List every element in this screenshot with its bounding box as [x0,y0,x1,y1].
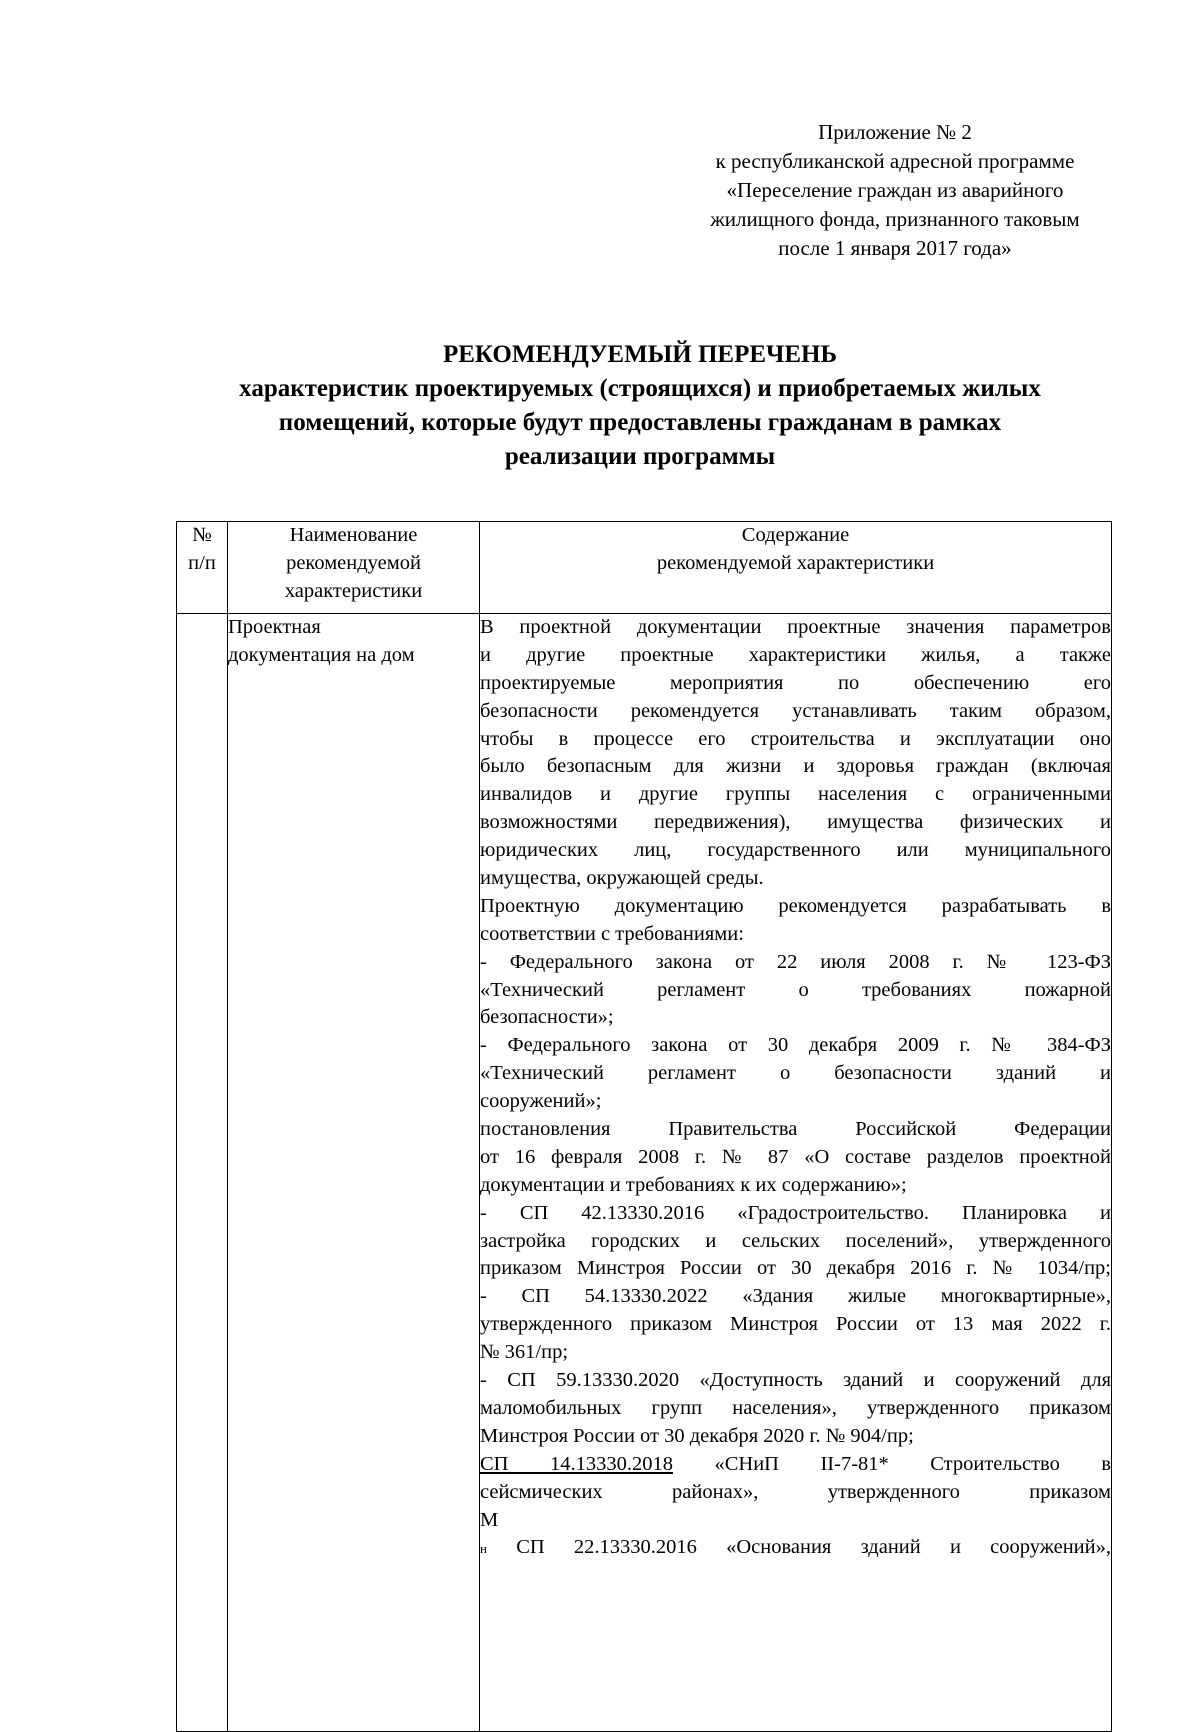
table-row [177,614,1112,1732]
appendix-line: после 1 января 2017 года» [778,236,1012,260]
content-line: и другие проектные характеристики жилья, а также [480,643,1111,666]
characteristics-table [176,521,1112,1732]
content-line: имущества, окружающей среды. [480,867,764,890]
row-name-cell [228,614,480,1732]
content-line: В проектной документации проектные значения параметров [480,616,1111,638]
content-line: сейсмических районах», утвержденного приказом [480,1480,1111,1503]
title-line: помещений, которые будут предоставлены гражданам в рамках [278,409,1002,436]
sp22-prefix: н [480,1541,487,1557]
header-num-line: № [192,524,212,546]
title-line: реализации программы [504,443,776,470]
table-header-row [177,522,1112,614]
title-line: характеристик проектируемых (строящихся) и приобретаемых жилых [239,375,1041,402]
content-line: было безопасным для жизни и здоровья граждан (включая [480,755,1111,778]
content-line: проектируемые мероприятия по обеспечению его [480,671,1111,694]
sp14-title: «СНиП II-7-81* Строительство в [714,1452,1111,1475]
content-line: безопасности»; [480,1006,614,1029]
row-name-line: документация на дом [228,643,415,666]
content-line: инвалидов и другие группы населения с ограниченными [480,783,1111,806]
row-content-cell [480,614,1112,1732]
content-line: - СП 42.13330.2016 «Градостроительство. Планировка и [480,1201,1111,1224]
header-num-line: п/п [188,551,216,574]
sp22-text: СП 22.13330.2016 «Основания зданий и сооружений», [516,1536,1111,1559]
appendix-note [675,118,1115,263]
title-heading: РЕКОМЕНДУЕМЫЙ ПЕРЕЧЕНЬ [442,341,838,368]
content-line: утвержденного приказом Минстроя России от 13 мая 2022 г. [480,1313,1111,1336]
content-line: сооружений»; [480,1090,602,1113]
appendix-line: жилищного фонда, признанного таковым [710,207,1080,231]
content-line: от 16 февраля 2008 г. № 87 «О составе разделов проектной [480,1145,1111,1168]
header-name-line: характеристики [284,579,423,602]
content-line: маломобильных групп населения», утвержденного приказом [480,1396,1111,1419]
header-num-cell [177,522,228,614]
content-line: чтобы в процессе его строительства и эксплуатации оно [480,727,1111,750]
appendix-line: к республиканской адресной программе [715,149,1075,173]
header-name-line: рекомендуемой [286,551,421,574]
content-line: Минстроя России от 30 декабря 2020 г. № 904/пр; [480,1424,914,1447]
content-line: безопасности рекомендуется устанавливать таким образом, [480,699,1111,722]
content-line: документации и требованиях к их содержанию»; [480,1173,907,1196]
content-line: - Федерального закона от 22 июля 2008 г. № 123-ФЗ [480,950,1111,973]
content-line: приказом Минстроя России от 30 декабря 2016 г. № 1034/пр; [480,1257,1111,1280]
content-line: застройка городских и сельских поселений», утвержденного [480,1229,1111,1252]
row-name-line: Проектная [228,616,321,638]
content-line-sp22 [480,1534,1111,1562]
header-content-line: рекомендуемой характеристики [656,551,935,574]
appendix-line: Приложение № 2 [818,120,972,144]
content-line: М [480,1508,499,1531]
content-line: Проектную документацию рекомендуется разрабатывать в [480,894,1111,917]
content-line: - Федерального закона от 30 декабря 2009 г. № 384-ФЗ [480,1034,1111,1057]
content-line: «Технический регламент о безопасности зданий и [480,1062,1111,1085]
content-line: - СП 54.13330.2022 «Здания жилые многоквартирные», [480,1285,1111,1308]
content-line: юридических лиц, государственного или муниципального [480,839,1111,862]
header-content-cell [480,522,1112,614]
row-num-cell [177,614,228,1732]
content-line-sp14 [480,1451,1111,1479]
content-line: постановления Правительства Российской Федерации [480,1118,1111,1141]
sp14-code-link[interactable]: СП 14.13330.2018 [480,1452,673,1475]
content-line: - СП 59.13330.2020 «Доступность зданий и сооружений для [480,1369,1111,1392]
content-line: «Технический регламент о требованиях пожарной [480,978,1111,1001]
content-line: № 361/пр; [480,1341,569,1364]
header-content-line: Содержание [741,524,850,546]
document-title [140,338,1140,474]
appendix-line: «Переселение граждан из аварийного [726,178,1064,202]
header-name-cell [228,522,480,614]
content-line: возможностями передвижения), имущества физических и [480,811,1111,834]
header-name-line: Наименование [289,524,418,546]
content-line: соответствии с требованиями: [480,922,744,945]
